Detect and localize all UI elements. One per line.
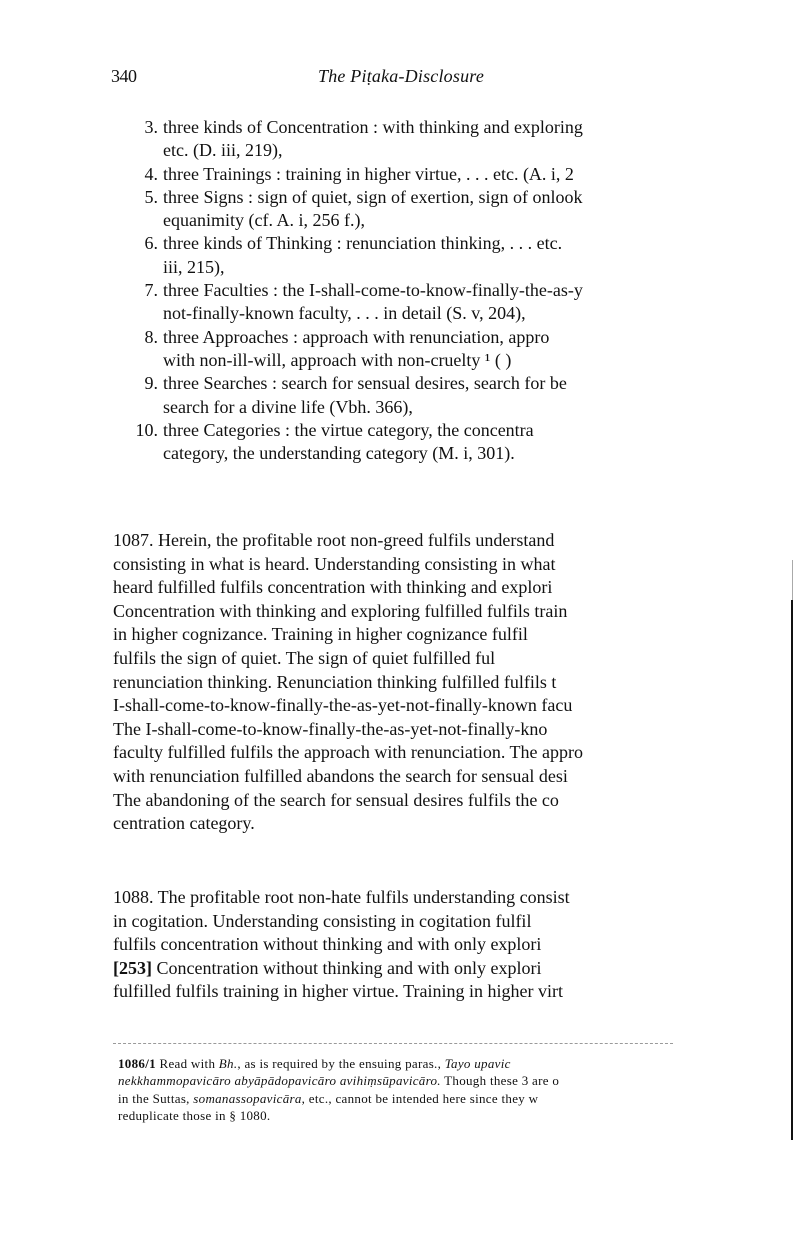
paragraph-line: in higher cognizance. Training in higher cognizance fulfil	[113, 624, 528, 645]
list-item	[140, 116, 760, 163]
paragraph-line: 1087. Herein, the profitable root non-greed fulfils understand	[113, 530, 555, 550]
list-item	[140, 232, 760, 279]
list-item	[140, 163, 760, 186]
paragraph-line: 1088. The profitable root non-hate fulfils understanding consist	[113, 887, 570, 907]
list-item-number: 8.	[144, 326, 158, 347]
footnote-label: 1086/1	[118, 1056, 156, 1071]
paragraph-line: with renunciation fulfilled abandons the search for sensual desi	[113, 765, 568, 786]
list-item	[140, 326, 760, 373]
list-item-number: 7.	[144, 280, 158, 301]
list-item-number: 10.	[135, 419, 158, 440]
list-item-line: etc. (D. iii, 219),	[163, 140, 283, 161]
enumerated-list	[135, 116, 760, 465]
paragraph-line: fulfilled fulfils training in higher virtue. Training in higher virt	[113, 981, 563, 1002]
paragraph-line: centration category.	[113, 813, 255, 834]
list-item-line: category, the understanding category (M. i, 301).	[163, 443, 515, 464]
list-item-number: 9.	[144, 373, 158, 394]
list-item-number: 4.	[144, 163, 158, 184]
paragraph-line: consisting in what is heard. Understanding consisting in what	[113, 553, 556, 574]
paragraph-line: I-shall-come-to-know-finally-the-as-yet-not-finally-known facu	[113, 695, 573, 716]
list-item-line: equanimity (cf. A. i, 256 f.),	[163, 210, 365, 231]
list-item-number: 3.	[144, 117, 158, 137]
list-item-line: search for a divine life (Vbh. 366),	[163, 396, 413, 417]
list-item-line: with non-ill-will, approach with non-cruelty ¹ ( )	[163, 349, 512, 370]
list-item-line: three Faculties : the I-shall-come-to-know-finally-the-as-y	[163, 280, 583, 301]
footnote	[118, 1055, 758, 1124]
list-item-line: three kinds of Thinking : renunciation thinking, . . . etc.	[163, 233, 563, 254]
paragraph-line: fulfils the sign of quiet. The sign of quiet fulfilled ful	[113, 647, 496, 668]
paragraph-line	[113, 957, 753, 981]
paragraph-line: faculty fulfilled fulfils the approach with renunciation. The appro	[113, 742, 584, 763]
list-item-line: three Trainings : training in higher virtue, . . . etc. (A. i, 2	[163, 163, 574, 184]
list-item-number: 5.	[144, 186, 158, 207]
paragraph-line: The I-shall-come-to-know-finally-the-as-yet-not-finally-kno	[113, 718, 548, 739]
list-item	[140, 279, 760, 326]
paragraph-1087	[113, 529, 753, 836]
footnote-line: in the Suttas, somanassopavicāra, etc., cannot be intended here since they w	[118, 1090, 539, 1106]
running-title: The Piṭaka-Disclosure	[318, 66, 485, 86]
paragraph-line: in cogitation. Understanding consisting in cogitation fulfil	[113, 910, 532, 931]
list-item-line: three Categories : the virtue category, the concentra	[163, 419, 534, 440]
page-marker: [253]	[113, 957, 152, 978]
list-item-line: three Signs : sign of quiet, sign of exertion, sign of onlook	[163, 186, 583, 207]
paragraph-line: fulfils concentration without thinking and with only explori	[113, 934, 542, 955]
list-item	[135, 419, 760, 466]
list-item-number: 6.	[144, 233, 158, 254]
paragraph-line: renunciation thinking. Renunciation thinking fulfilled fulfils t	[113, 671, 557, 692]
paragraph-line-rest: Concentration without thinking and with only explori	[152, 957, 542, 978]
footnote-line: reduplicate those in § 1080.	[118, 1107, 271, 1123]
footnote-line: nekkhammopavicāro abyāpādopavicāro avihiṃsūpavicāro. Though these 3 are o	[118, 1073, 560, 1089]
paragraph-line: heard fulfilled fulfils concentration with thinking and explori	[113, 577, 553, 598]
list-item	[140, 372, 760, 419]
footnote-divider	[113, 1043, 673, 1044]
list-item-line: three kinds of Concentration : with thinking and exploring	[163, 117, 583, 137]
paragraph-line: The abandoning of the search for sensual desires fulfils the co	[113, 789, 559, 810]
footnote-line: 1086/1 Read with Bh., as is required by the ensuing paras., Tayo upavic	[118, 1056, 511, 1071]
list-item-line: three Searches : search for sensual desires, search for be	[163, 373, 567, 394]
list-item-line: three Approaches : approach with renunciation, appro	[163, 326, 550, 347]
paragraph-1088	[113, 886, 753, 1004]
list-item	[140, 186, 760, 233]
page-number: 340	[111, 66, 137, 86]
list-item-line: not-finally-known faculty, . . . in detail (S. v, 204),	[163, 303, 526, 324]
paragraph-line: Concentration with thinking and exploring fulfilled fulfils train	[113, 600, 568, 621]
list-item-line: iii, 215),	[163, 256, 225, 277]
